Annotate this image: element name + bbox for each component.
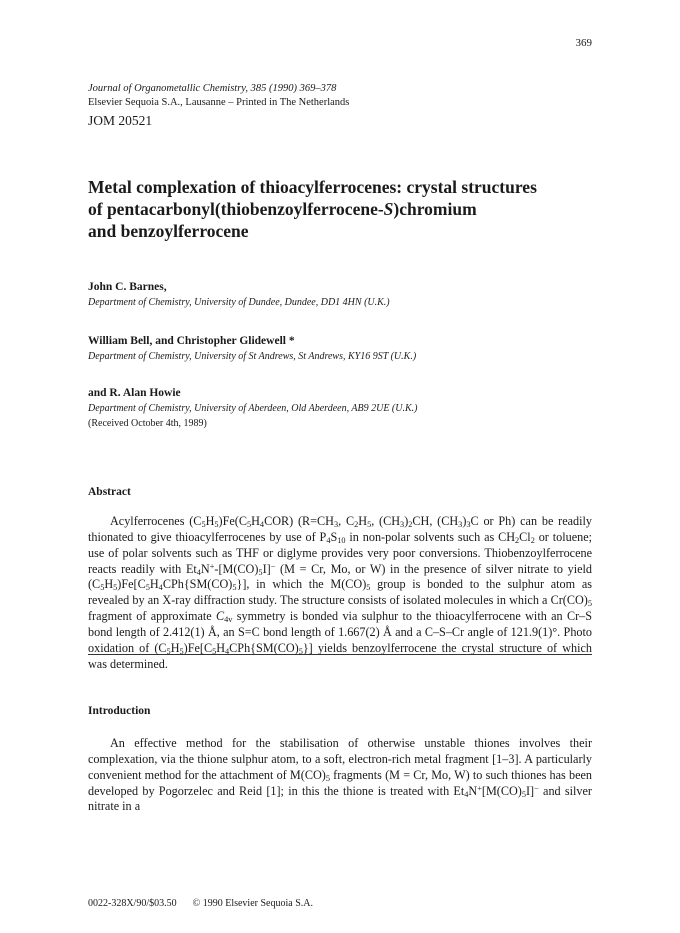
- author-affiliation: Department of Chemistry, University of Aberdeen, Old Aberdeen, AB9 2UE (U.K.): [88, 403, 418, 414]
- abstract-subscript: 5: [179, 646, 184, 656]
- received-date: (Received October 4th, 1989): [88, 418, 207, 429]
- abstract-text: C or Ph) can be readily thionated to give thioacylferrocenes by use of P: [88, 514, 593, 544]
- intro-text: fragments (M = Cr, Mo, W) to such thiones has been developed by Pogorzelec and Reid [1]; in this the thione is treated with Et: [88, 767, 592, 798]
- abstract-subscript: 5: [258, 567, 263, 577]
- title-text: )chromium: [393, 199, 477, 219]
- abstract-subscript: 5: [246, 520, 252, 530]
- author-name: William Bell, and Christopher Glidewell *: [88, 335, 295, 347]
- abstract-subscript: 2: [530, 535, 535, 545]
- author-block: [88, 385, 598, 431]
- abstract-text: group is bonded to the sulphur atom as revealed by an X-ray diffraction study. The structure consists of isolated molecules in which a Cr(CO): [88, 577, 592, 608]
- title-italic: S: [383, 199, 394, 219]
- author-block: [88, 333, 598, 364]
- author-name: and R. Alan Howie: [88, 387, 181, 399]
- title-text: of pentacarbonyl(thiobenzoylferrocene-: [88, 199, 384, 219]
- article-title: [88, 176, 608, 242]
- heading-text: Introduction: [88, 705, 151, 717]
- abstract-text: H: [251, 514, 260, 528]
- journal-code: JOM 20521: [88, 113, 153, 128]
- intro-subscript: 5: [521, 789, 526, 799]
- intro-text: I]: [525, 783, 535, 798]
- abstract-text: S: [330, 529, 338, 544]
- abstract-subscript: 4: [158, 583, 163, 593]
- abstract-text: )Fe(C: [218, 514, 247, 528]
- abstract-subscript: 4: [196, 567, 201, 577]
- section-divider: [88, 654, 592, 655]
- abstract-text: Acylferrocenes (C: [110, 514, 202, 528]
- abstract-subscript: 4v: [224, 615, 233, 625]
- abstract-text: ): [404, 514, 409, 528]
- abstract-text: (M = Cr, Mo, or W) in the presence of silver nitrate to yield (C: [88, 561, 592, 592]
- author-name: John C. Barnes,: [88, 281, 167, 293]
- title-line: Metal complexation of thioacylferrocenes: crystal structures: [88, 177, 537, 197]
- abstract-text: )Fe[C: [183, 640, 213, 655]
- abstract-subscript: 2: [354, 520, 359, 530]
- abstract-text: -[M(CO): [214, 561, 259, 576]
- price-code: 0022-328X/90/$03.50: [88, 898, 177, 909]
- abstract-subscript: 5: [366, 583, 371, 593]
- abstract-subscript: 4: [259, 520, 265, 530]
- abstract-subscript: 5: [232, 583, 237, 593]
- abstract-subscript: 2: [515, 535, 520, 545]
- abstract-subscript: 3: [400, 520, 405, 530]
- intro-text: N: [468, 783, 478, 798]
- title-line: [88, 198, 608, 220]
- abstract-text: symmetry is bonded via sulphur to the thioacylferrocene with an Cr–S bond length of 2.412(1) Å, an S=C bond length of 1.667(2) Å and a C–S–Cr angle of 121.9(1)°. Photo oxidation of (C: [88, 609, 592, 655]
- abstract-text: ): [462, 514, 467, 528]
- abstract-subscript: 5: [298, 646, 303, 656]
- abstract-subscript: 3: [466, 520, 471, 530]
- journal-info: [88, 82, 349, 130]
- abstract-text: or toluene; use of polar solvents such as THF or diglyme provides very poor conversions. Thiobenzoylferrocene reacts readily with Et: [88, 529, 592, 576]
- author-block: [88, 279, 598, 310]
- abstract-text: H: [216, 640, 226, 655]
- intro-superscript: −: [534, 783, 539, 793]
- intro-subscript: 4: [464, 789, 469, 799]
- abstract-text: in non-polar solvents such as CH: [345, 529, 516, 544]
- abstract-text: H: [149, 577, 159, 592]
- abstract-subscript: 4: [225, 646, 230, 656]
- journal-citation: Journal of Organometallic Chemistry, 385 (1990) 369–378: [88, 83, 337, 94]
- introduction-body: [88, 736, 592, 815]
- author-affiliation: Department of Chemistry, University of Dundee, Dundee, DD1 4HN (U.K.): [88, 297, 390, 308]
- abstract-subscript: 4: [326, 535, 331, 545]
- abstract-subscript: 3: [458, 520, 463, 530]
- abstract-superscript: −: [270, 561, 276, 571]
- intro-subscript: 5: [325, 773, 330, 783]
- abstract-text: COR) (R=CH: [264, 514, 334, 528]
- abstract-text: N: [200, 561, 210, 576]
- abstract-text: , (CH: [371, 514, 401, 528]
- intro-superscript: +: [477, 783, 482, 793]
- abstract-text: H: [358, 514, 368, 528]
- intro-text: [M(CO): [481, 783, 522, 798]
- abstract-text: CPh{SM(CO): [162, 577, 233, 592]
- copyright-notice: © 1990 Elsevier Sequoia S.A.: [192, 898, 313, 909]
- abstract-text: H: [170, 640, 180, 655]
- title-line: and benzoylferrocene: [88, 221, 249, 241]
- intro-text: An effective method for the stabilisation of otherwise unstable thiones involves their complexation, via the thione sulphur atom, to a soft, electron-rich metal fragment [1–3]. A particularly convenient method for the attachment of M(CO): [88, 736, 592, 782]
- abstract-subscript: 5: [201, 520, 206, 530]
- abstract-text: )Fe[C: [117, 577, 146, 592]
- abstract-text: fragment of approximate: [88, 609, 217, 624]
- author-affiliation: Department of Chemistry, University of St Andrews, St Andrews, KY16 9ST (U.K.): [88, 351, 417, 362]
- abstract-text: H: [104, 577, 114, 592]
- abstract-text: , C: [338, 514, 355, 528]
- abstract-subscript: 5: [212, 646, 217, 656]
- abstract-subscript: 5: [113, 583, 118, 593]
- abstract-subscript: 5: [166, 646, 171, 656]
- abstract-subscript: 5: [100, 583, 105, 593]
- abstract-heading: [88, 484, 598, 500]
- publisher-line: Elsevier Sequoia S.A., Lausanne – Printed in The Netherlands: [88, 97, 350, 108]
- abstract-text: Cl: [519, 529, 531, 544]
- abstract-subscript: 5: [587, 599, 592, 609]
- abstract-body: [88, 514, 592, 672]
- abstract-subscript: 5: [145, 583, 150, 593]
- abstract-italic: C: [216, 609, 225, 624]
- introduction-heading: [88, 703, 598, 719]
- abstract-text: CH, (CH: [412, 514, 459, 528]
- abstract-subscript: 2: [408, 520, 413, 530]
- abstract-text: }], in which the M(CO): [236, 577, 367, 592]
- intro-text: and silver nitrate in a: [88, 783, 592, 814]
- abstract-text: }] yields benzoylferrocene the crystal structure of which was determined.: [88, 640, 592, 671]
- page-footer: [88, 898, 313, 909]
- heading-text: Abstract: [88, 486, 131, 498]
- abstract-text: I]: [262, 561, 271, 576]
- abstract-text: H: [205, 514, 215, 528]
- abstract-subscript: 5: [367, 520, 372, 530]
- abstract-subscript: 10: [337, 535, 346, 545]
- abstract-subscript: 5: [214, 520, 219, 530]
- page-number: 369: [575, 37, 592, 49]
- abstract-text: CPh{SM(CO): [229, 640, 299, 655]
- abstract-subscript: 3: [333, 520, 339, 530]
- abstract-superscript: +: [209, 561, 215, 571]
